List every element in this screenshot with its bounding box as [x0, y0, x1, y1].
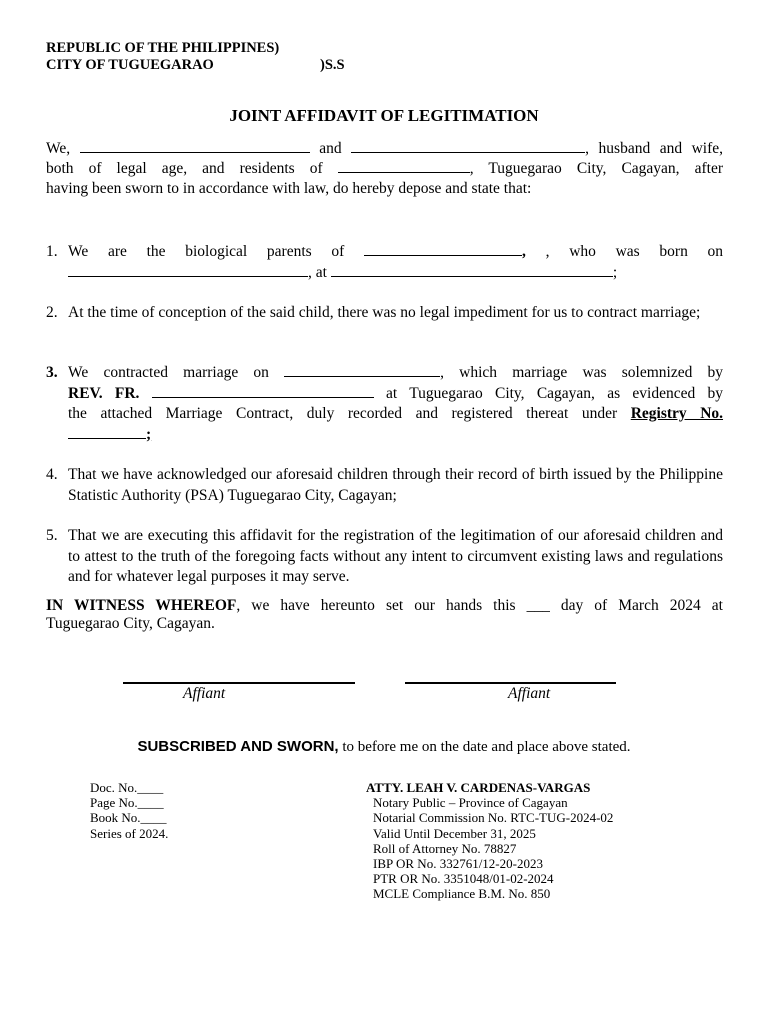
intro-paragraph — [46, 139, 723, 199]
blank-birth-date[interactable] — [68, 263, 308, 277]
list-item: 5. That we are executing this affidavit for the registration of the legitimation of our aforesaid children and to attest to the truth of the foregoing facts without any intent to circumvent existing laws and regulations and for whatever legal purposes it may serve. — [46, 527, 723, 585]
intro-line-1: We, and , husband and wife, — [46, 140, 724, 157]
notary-line: PTR OR No. 3351048/01-02-2024 — [373, 871, 554, 887]
series: Series of 2024. — [90, 825, 169, 841]
document-title: JOINT AFFIDAVIT OF LEGITIMATION — [229, 106, 539, 125]
signature-line-right[interactable] — [405, 682, 616, 684]
page-no: Page No.____ — [90, 795, 164, 811]
notary-line: Notarial Commission No. RTC-TUG-2024-02 — [373, 810, 614, 826]
header-city-line — [46, 57, 345, 74]
notary-name: ATTY. LEAH V. CARDENAS-VARGAS — [366, 780, 591, 795]
blank-registry-number[interactable] — [68, 425, 146, 439]
witness-paragraph: IN WITNESS WHEREOF, we have hereunto set our hands this ___ day of March 2024 at Tuguegarao City, Cagayan. — [46, 597, 723, 632]
notary-line: Roll of Attorney No. 78827 — [373, 840, 517, 856]
book-no: Book No.____ — [90, 810, 167, 826]
header-republic: REPUBLIC OF THE PHILIPPINES) — [46, 40, 280, 56]
affiant-label-left: Affiant — [183, 685, 226, 702]
intro-line-3: having been sworn to in accordance with law, do hereby depose and state that: — [46, 180, 532, 197]
notary-line: MCLE Compliance B.M. No. 850 — [373, 886, 551, 902]
affiant-label-right: Affiant — [508, 685, 551, 702]
notary-block — [366, 780, 613, 902]
header-ss: )S.S — [320, 57, 345, 73]
header-city: CITY OF TUGUEGARAO — [46, 57, 214, 73]
blank-husband-name[interactable] — [80, 139, 310, 153]
blank-marriage-date[interactable] — [284, 363, 440, 377]
document-header — [46, 40, 345, 74]
notary-line: Notary Public – Province of Cagayan — [373, 795, 568, 811]
list-item: 4. That we have acknowledged our aforesaid children through their record of birth issued by the Philippine Statistic Authority (PSA) Tuguegarao City, Cagayan; — [46, 466, 723, 504]
notary-line: IBP OR No. 332761/12-20-2023 — [373, 856, 543, 872]
notary-line: Valid Until December 31, 2025 — [373, 825, 536, 841]
sworn-statement: SUBSCRIBED AND SWORN, to before me on the date and place above stated. — [137, 738, 631, 755]
list-item: 2. At the time of conception of the said child, there was no legal impediment for us to contract marriage; — [46, 304, 701, 321]
intro-line-2: both of legal age, and residents of , Tuguegarao City, Cagayan, after — [46, 160, 723, 177]
signature-line-left[interactable] — [123, 682, 355, 684]
list-item: 1. We are the biological parents of , , who was born on , at ; — [46, 243, 724, 281]
blank-wife-name[interactable] — [351, 139, 585, 153]
blank-birth-place[interactable] — [331, 263, 613, 277]
blank-child-name[interactable] — [364, 242, 522, 256]
blank-residence[interactable] — [338, 159, 470, 173]
doc-no: Doc. No.____ — [90, 780, 164, 795]
doc-info — [90, 780, 168, 841]
list-item: 3. We contracted marriage on , which marriage was solemnized by REV. FR. at Tuguegarao City, Cagayan, as evidenced by the attached Marriage Contract, duly recorded and registered thereat under Registry No. ; — [46, 364, 724, 443]
blank-officiant-name[interactable] — [152, 384, 374, 398]
